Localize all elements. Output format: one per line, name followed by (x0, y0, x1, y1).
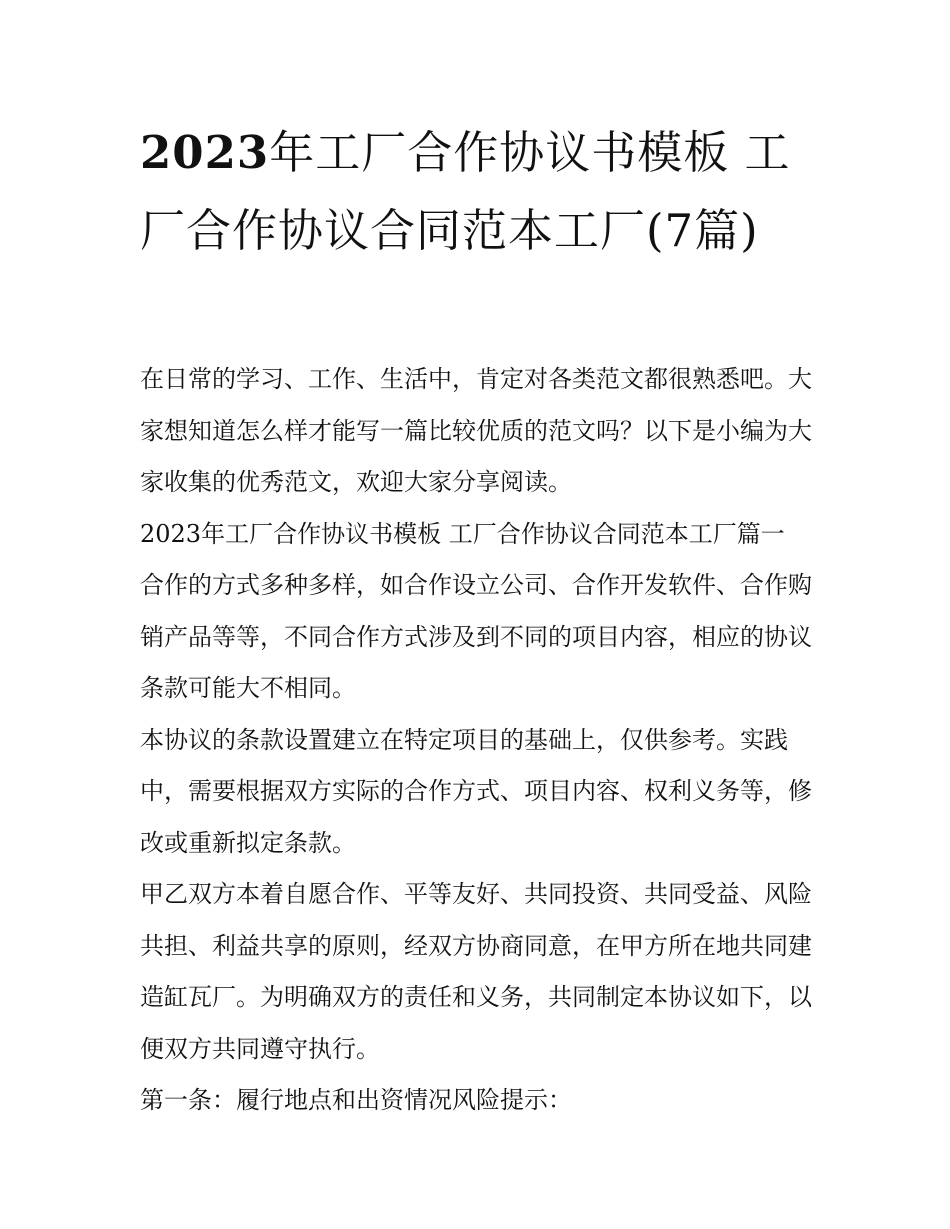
paragraph-agreement-principles: 甲乙双方本着自愿合作、平等友好、共同投资、共同受益、风险共担、利益共享的原则，经双方协商同意，在甲方所在地共同建造缸瓦厂。为明确双方的责任和义务，共同制定本协议如下，以便双方共同遵守执行。 (140, 880, 812, 1063)
document-title-lead: 2023 (140, 126, 270, 179)
paragraph-cooperation-methods: 合作的方式多种多样，如合作设立公司、合作开发软件、合作购销产品等等，不同合作方式涉及到不同的项目内容，相应的协议条款可能大不相同。 (140, 571, 812, 702)
document-title (140, 114, 820, 270)
document-body (140, 354, 812, 1127)
document-title-rest: 年工厂合作协议书模板 工厂合作协议合同范本工厂(7篇) (140, 126, 791, 257)
paragraph-intro: 在日常的学习、工作、生活中，肯定对各类范文都很熟悉吧。大家想知道怎么样才能写一篇比较优质的范文吗？以下是小编为大家收集的优秀范文，欢迎大家分享阅读。 (140, 365, 812, 496)
paragraph-section-heading: 2023年工厂合作协议书模板 工厂合作协议合同范本工厂篇一 (140, 519, 785, 548)
paragraph-reference-note: 本协议的条款设置建立在特定项目的基础上，仅供参考。实践中，需要根据双方实际的合作方式、项目内容、权利义务等，修改或重新拟定条款。 (140, 725, 812, 857)
paragraph-article-one: 第一条：履行地点和出资情况风险提示： (140, 1086, 572, 1114)
